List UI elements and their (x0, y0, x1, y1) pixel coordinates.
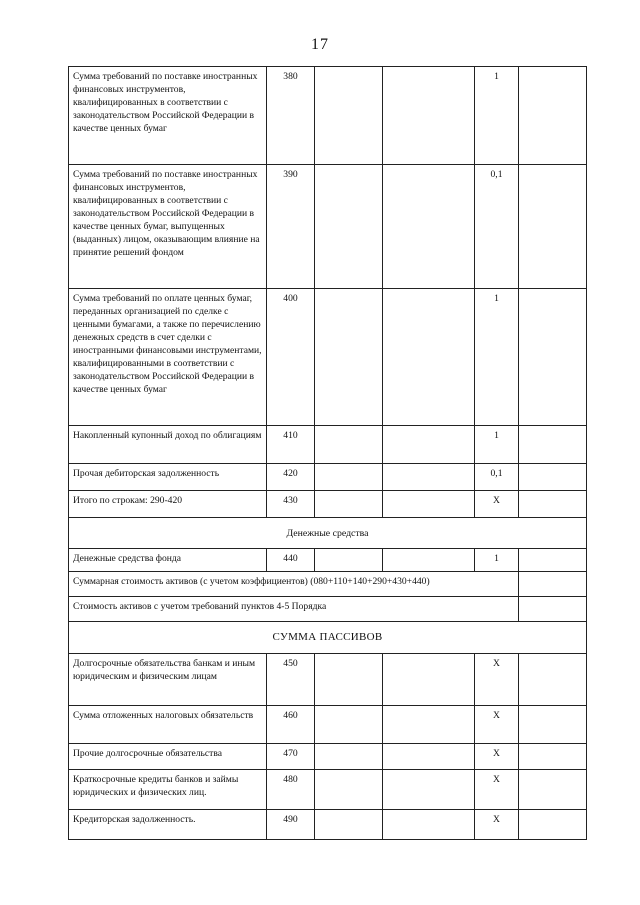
value-cell (383, 770, 475, 810)
value-cell (315, 810, 383, 840)
value-cell (383, 464, 475, 491)
table-row (69, 67, 587, 165)
row-coefficient: 1 (475, 549, 519, 572)
row-code: 460 (267, 706, 315, 744)
value-cell (315, 549, 383, 572)
row-code: 390 (267, 165, 315, 289)
value-cell (519, 744, 587, 770)
value-cell (519, 426, 587, 464)
row-name: Сумма требований по поставке иностранных финансовых инструментов, квалифицированных в соответствии с законодательством Российской Федерации в качестве ценных бумаг, выпущенных (выданных) лицом, оказывающим влияние на принятие решений фондом (69, 165, 267, 289)
value-cell (315, 464, 383, 491)
row-coefficient: 1 (475, 289, 519, 426)
row-code: 450 (267, 654, 315, 706)
value-cell (315, 165, 383, 289)
value-cell (519, 549, 587, 572)
section-row (69, 518, 587, 549)
table-row (69, 706, 587, 744)
row-name: Кредиторская задолженность. (69, 810, 267, 840)
value-cell (519, 491, 587, 518)
table-row (69, 289, 587, 426)
value-cell (383, 706, 475, 744)
section-cash-title: Денежные средства (69, 518, 587, 549)
table-row (69, 597, 587, 622)
row-name: Прочие долгосрочные обязательства (69, 744, 267, 770)
value-cell (519, 67, 587, 165)
row-code: 410 (267, 426, 315, 464)
value-cell (519, 810, 587, 840)
row-code: 400 (267, 289, 315, 426)
row-coefficient: X (475, 706, 519, 744)
value-cell (315, 744, 383, 770)
table-row (69, 744, 587, 770)
row-coefficient: X (475, 810, 519, 840)
value-cell (315, 289, 383, 426)
table-row (69, 464, 587, 491)
value-cell (519, 597, 587, 622)
value-cell (315, 654, 383, 706)
value-cell (519, 706, 587, 744)
row-coefficient: 0,1 (475, 464, 519, 491)
row-name: Долгосрочные обязательства банкам и иным юридическим и физическим лицам (69, 654, 267, 706)
value-cell (383, 426, 475, 464)
row-coefficient: X (475, 491, 519, 518)
row-code: 480 (267, 770, 315, 810)
table-row (69, 654, 587, 706)
value-cell (519, 572, 587, 597)
row-name: Денежные средства фонда (69, 549, 267, 572)
table-row (69, 770, 587, 810)
row-code: 430 (267, 491, 315, 518)
row-name: Сумма отложенных налоговых обязательств (69, 706, 267, 744)
row-coefficient: 1 (475, 426, 519, 464)
row-code: 470 (267, 744, 315, 770)
row-code: 420 (267, 464, 315, 491)
value-cell (383, 67, 475, 165)
row-name: Прочая дебиторская задолженность (69, 464, 267, 491)
row-coefficient: X (475, 770, 519, 810)
value-cell (519, 289, 587, 426)
value-cell (519, 770, 587, 810)
table-row (69, 572, 587, 597)
row-coefficient: 1 (475, 67, 519, 165)
value-cell (383, 491, 475, 518)
value-cell (383, 289, 475, 426)
value-cell (519, 165, 587, 289)
value-cell (315, 770, 383, 810)
row-code: 380 (267, 67, 315, 165)
table-row (69, 165, 587, 289)
row-coefficient: X (475, 744, 519, 770)
value-cell (315, 491, 383, 518)
report-table (68, 66, 587, 840)
value-cell (383, 744, 475, 770)
row-code: 440 (267, 549, 315, 572)
table-row (69, 426, 587, 464)
section-liabilities-title: СУММА ПАССИВОВ (69, 622, 587, 654)
value-cell (315, 67, 383, 165)
table-row (69, 810, 587, 840)
total-assets-label: Суммарная стоимость активов (с учетом коэффициентов) (080+110+140+290+430+440) (69, 572, 519, 597)
table-row (69, 549, 587, 572)
value-cell (383, 549, 475, 572)
value-cell (315, 706, 383, 744)
row-name: Сумма требований по поставке иностранных финансовых инструментов, квалифицированных в соответствии с законодательством Российской Федерации в качестве ценных бумаг (69, 67, 267, 165)
row-name: Сумма требований по оплате ценных бумаг, переданных организацией по сделке с ценными бумагами, а также по перечислению денежных средств в счет сделки с иностранными финансовыми инструментами, квалифицированными в соответствии с законодательством Российской Федерации в качестве ценных бумаг (69, 289, 267, 426)
value-cell (383, 810, 475, 840)
value-cell (383, 654, 475, 706)
value-cell (519, 464, 587, 491)
section-row (69, 622, 587, 654)
assets-requirements-label: Стоимость активов с учетом требований пунктов 4-5 Порядка (69, 597, 519, 622)
row-name: Краткосрочные кредиты банков и займы юридических и физических лиц. (69, 770, 267, 810)
row-name: Накопленный купонный доход по облигациям (69, 426, 267, 464)
table-row (69, 491, 587, 518)
row-coefficient: 0,1 (475, 165, 519, 289)
value-cell (519, 654, 587, 706)
row-coefficient: X (475, 654, 519, 706)
row-name: Итого по строкам: 290-420 (69, 491, 267, 518)
page-number: 17 (311, 36, 329, 53)
value-cell (383, 165, 475, 289)
row-code: 490 (267, 810, 315, 840)
value-cell (315, 426, 383, 464)
